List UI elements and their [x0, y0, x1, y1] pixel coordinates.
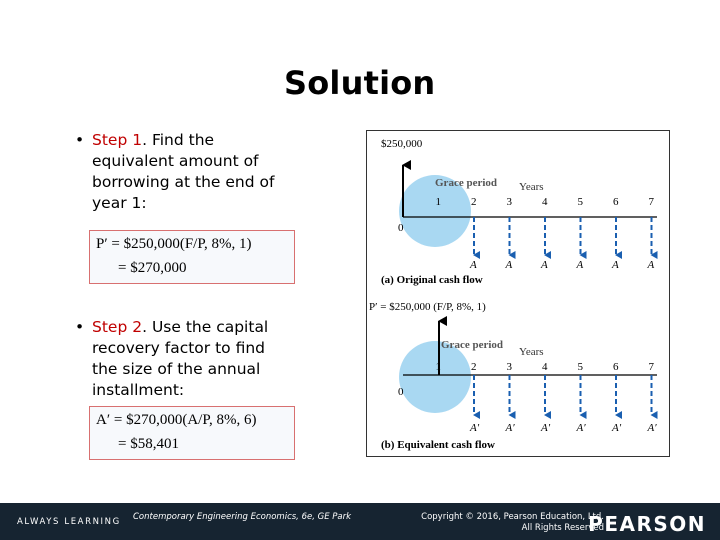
- always-learning-text: ALWAYS LEARNING: [17, 517, 121, 527]
- step-2-body: . Use the capital recovery factor to find the size of the annual installment:: [92, 318, 269, 399]
- step-1-eq-line-1: P′ = $250,000(F/P, 8%, 1): [96, 236, 252, 252]
- year-label: 6: [613, 361, 619, 373]
- pearson-logo: PEARSON: [588, 512, 706, 536]
- slide-title: Solution: [284, 64, 436, 102]
- step-1-body: . Find the equivalent amount of borrowing at the end of year 1:: [92, 131, 275, 212]
- year-label: 7: [648, 361, 654, 373]
- step-2-eq-line-1: A′ = $270,000(A/P, 8%, 6): [96, 412, 257, 428]
- payment-arrow-label: A′: [576, 422, 586, 434]
- step-2-eq-line-2: = $58,401: [118, 436, 179, 452]
- payment-arrow-label: A: [647, 259, 655, 271]
- bullet-dot: •: [75, 318, 85, 336]
- panel-b-years-label: Years: [519, 346, 544, 358]
- payment-arrow-label: A: [576, 259, 584, 271]
- year-label: 3: [506, 196, 512, 208]
- step-1-equation-box: [89, 230, 295, 284]
- copyright-line-2: All Rights Reserved: [521, 523, 604, 533]
- book-citation: Contemporary Engineering Economics, 6e, GE Park: [133, 512, 352, 522]
- year-label: 3: [506, 361, 512, 373]
- step-1-text: [92, 130, 292, 214]
- panel-a-caption: (a) Original cash flow: [381, 274, 483, 286]
- payment-arrow-label: A′: [612, 422, 622, 434]
- panel-a-zero: 0: [398, 222, 404, 234]
- year-label: 5: [577, 361, 583, 373]
- cash-flow-svg: [367, 131, 669, 456]
- year-label: 7: [648, 196, 654, 208]
- copyright: [421, 512, 604, 534]
- panel-b-grace-label: Grace period: [441, 339, 504, 351]
- year-label: 2: [471, 196, 477, 208]
- panel-a-arrow-labels: [469, 259, 655, 271]
- payment-arrow-label: A′: [470, 422, 480, 434]
- panel-b-caption: (b) Equivalent cash flow: [381, 439, 495, 451]
- step-1-eq-line-2: = $270,000: [118, 260, 187, 276]
- payment-arrow-label: A′: [505, 422, 515, 434]
- year-label: 6: [613, 196, 619, 208]
- step-1-label: Step 1: [92, 131, 143, 149]
- year-label: 1: [435, 361, 441, 373]
- payment-arrow-label: A: [612, 259, 619, 271]
- year-label: 5: [577, 196, 583, 208]
- panel-b-grace-circle: [399, 341, 471, 413]
- year-label: 4: [542, 361, 548, 373]
- panel-b-payment-arrows: [474, 375, 652, 415]
- cash-flow-diagram: [366, 130, 670, 457]
- payment-arrow-label: A: [470, 259, 477, 271]
- panel-b-zero: 0: [398, 386, 404, 398]
- year-label: 4: [542, 196, 548, 208]
- footer-bar: [0, 503, 720, 540]
- step-2-text: [92, 317, 292, 401]
- mid-equation: P′ = $250,000 (F/P, 8%, 1): [369, 301, 486, 313]
- panel-a-top-amount: $250,000: [381, 138, 423, 150]
- copyright-line-1: Copyright © 2016, Pearson Education, Ltd.: [421, 512, 604, 522]
- panel-b-arrow-labels: [469, 422, 657, 434]
- year-label: 2: [471, 361, 477, 373]
- payment-arrow-label: A′: [647, 422, 657, 434]
- year-label: 1: [435, 196, 441, 208]
- payment-arrow-label: A: [541, 259, 548, 271]
- panel-a-grace-label: Grace period: [435, 177, 498, 189]
- step-2-label: Step 2: [92, 318, 143, 336]
- panel-a-years-label: Years: [519, 181, 544, 193]
- step-2-equation-box: [89, 406, 295, 460]
- panel-a-payment-arrows: [474, 217, 652, 255]
- payment-arrow-label: A: [505, 259, 513, 271]
- bullet-dot: •: [75, 131, 85, 149]
- payment-arrow-label: A′: [541, 422, 551, 434]
